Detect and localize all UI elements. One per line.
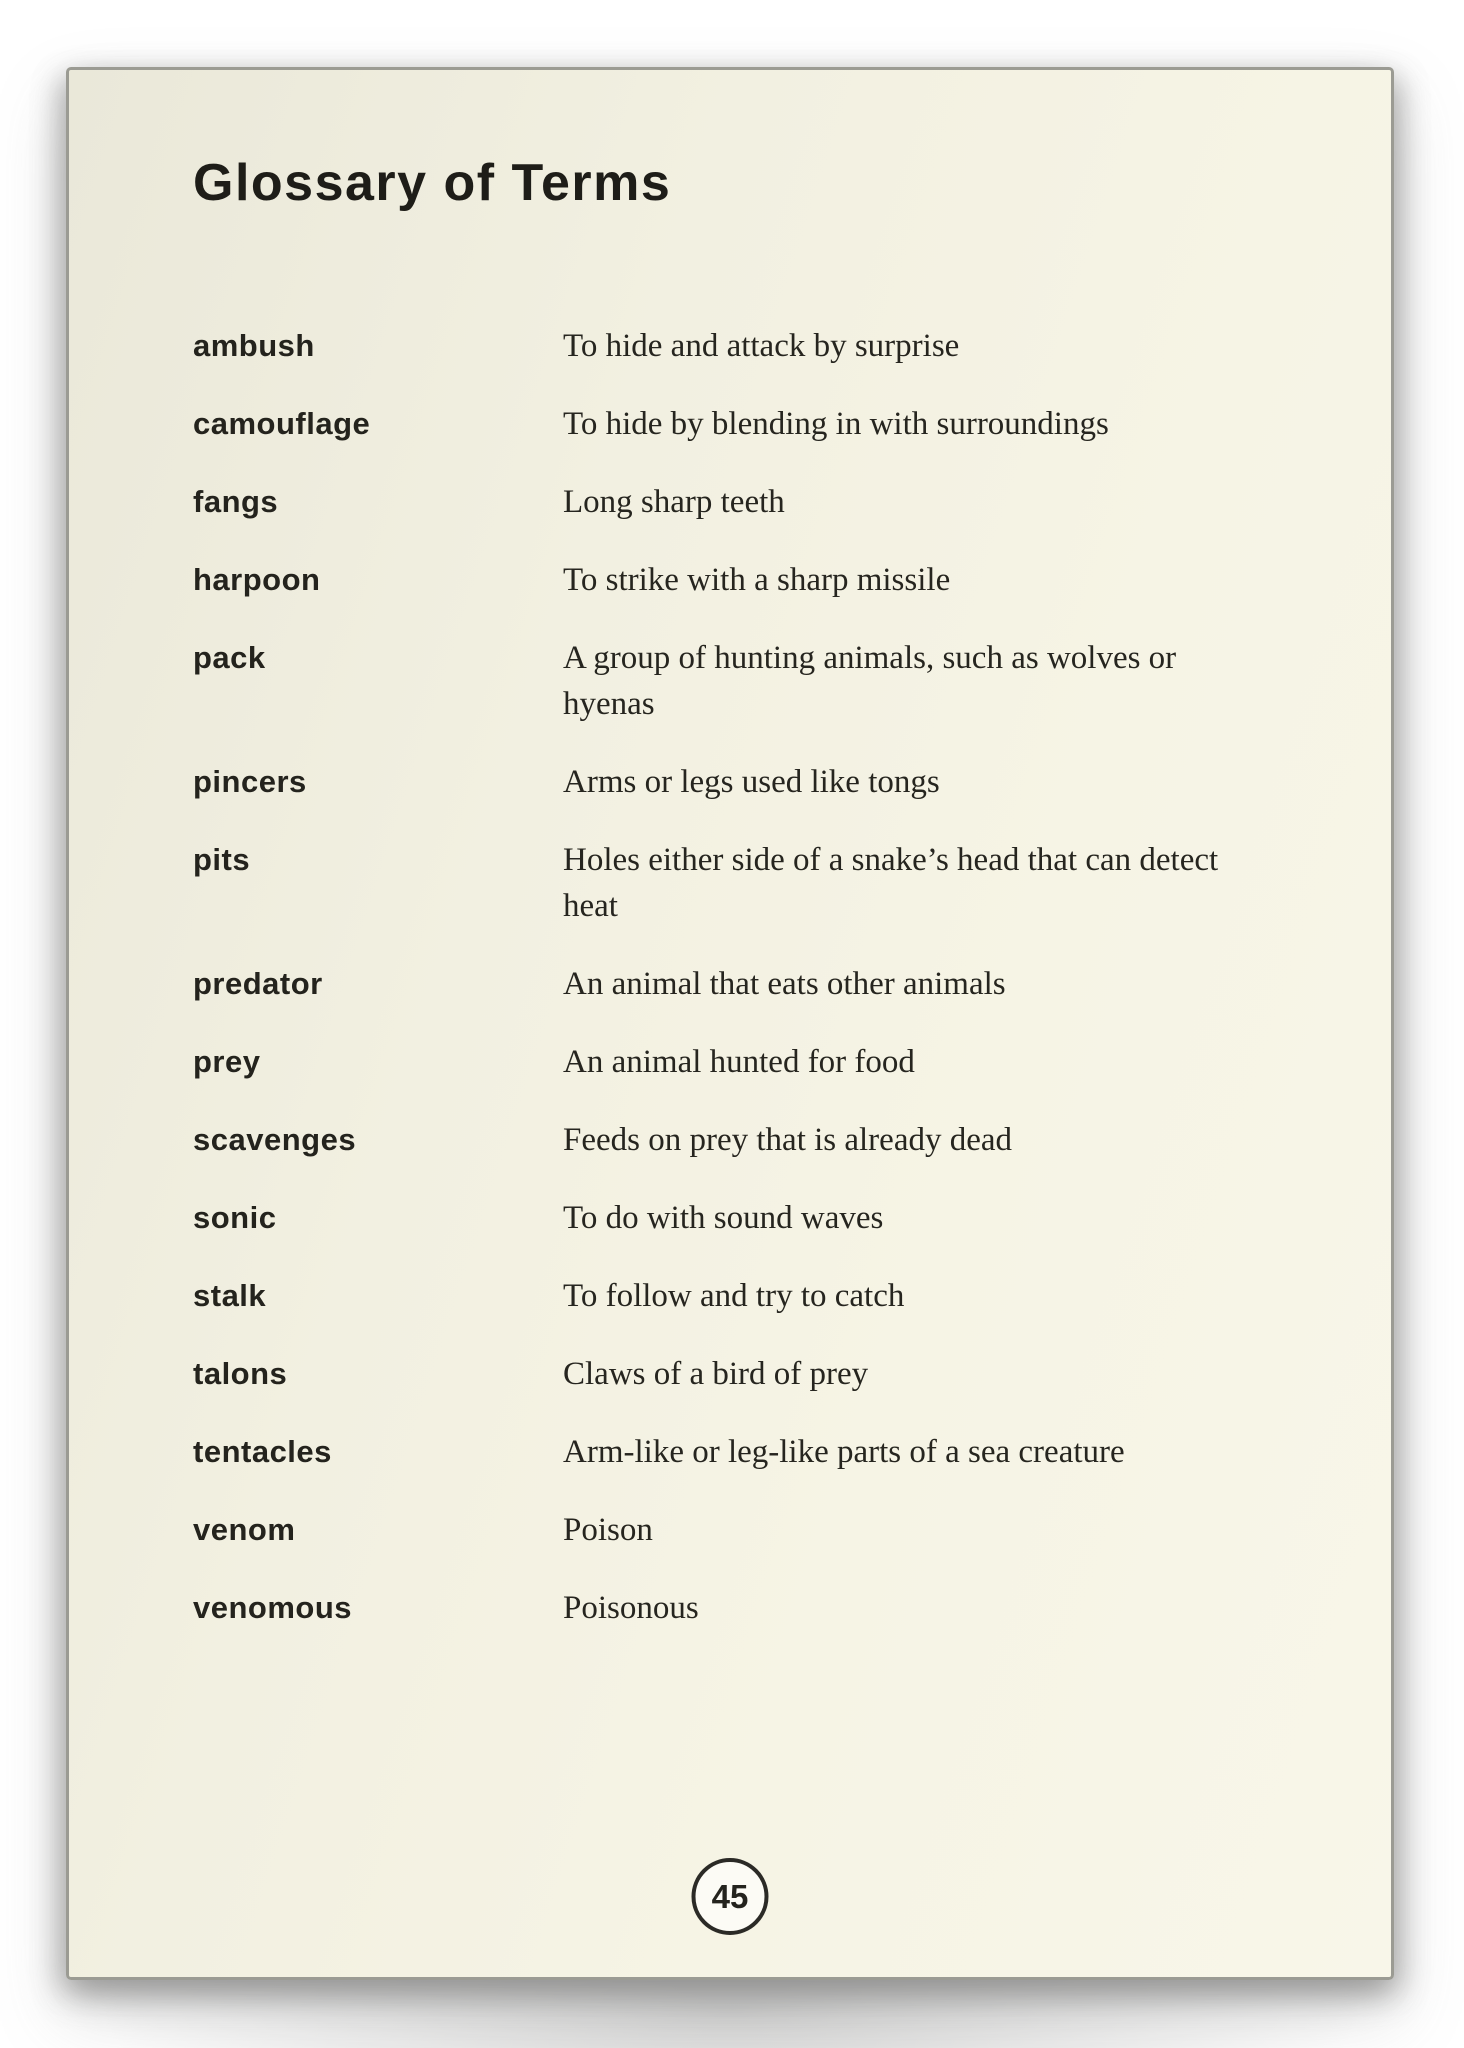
term-label: pincers (193, 764, 307, 799)
term-label: venom (193, 1512, 296, 1547)
definition-text: To hide and attack by surprise (563, 328, 960, 364)
term-label: camouflage (193, 406, 371, 441)
term-label: sonic (193, 1200, 277, 1235)
term-label: predator (193, 966, 323, 1001)
definition-text: Poison (563, 1512, 653, 1548)
glossary-row (193, 759, 1303, 805)
glossary-row (193, 1351, 1303, 1397)
definition-text: Long sharp teeth (563, 484, 785, 520)
definition-text: Holes either side of a snake’s head that can detect heat (563, 842, 1219, 924)
definition-text: Arm-like or leg-like parts of a sea creature (563, 1434, 1125, 1470)
glossary-page (66, 67, 1394, 1980)
glossary-list (193, 323, 1303, 1631)
definition-text: A group of hunting animals, such as wolves or hyenas (563, 640, 1177, 722)
definition-text: Arms or legs used like tongs (563, 764, 940, 800)
definition-text: To do with sound waves (563, 1200, 884, 1236)
term-label: pits (193, 842, 251, 877)
term-label: tentacles (193, 1434, 332, 1469)
glossary-row (193, 1117, 1303, 1163)
term-label: prey (193, 1044, 261, 1079)
glossary-row (193, 1195, 1303, 1241)
term-label: stalk (193, 1278, 267, 1313)
glossary-row (193, 557, 1303, 603)
glossary-row (193, 401, 1303, 447)
term-label: scavenges (193, 1122, 357, 1157)
term-label: ambush (193, 328, 315, 363)
glossary-row (193, 1429, 1303, 1475)
page-number-badge (692, 1858, 769, 1935)
term-label: talons (193, 1356, 288, 1391)
glossary-row (193, 837, 1303, 929)
definition-text: Poisonous (563, 1590, 699, 1626)
glossary-row (193, 1507, 1303, 1553)
page-number: 45 (711, 1877, 749, 1915)
definition-text: To follow and try to catch (563, 1278, 905, 1314)
term-label: venomous (193, 1590, 353, 1625)
definition-text: An animal that eats other animals (563, 966, 1006, 1002)
term-label: fangs (193, 484, 279, 519)
page-title: Glossary of Terms (193, 154, 672, 212)
glossary-row (193, 479, 1303, 525)
glossary-row (193, 961, 1303, 1007)
glossary-row (193, 635, 1303, 727)
definition-text: To hide by blending in with surroundings (563, 406, 1109, 442)
glossary-row (193, 1273, 1303, 1319)
term-label: harpoon (193, 562, 321, 597)
definition-text: Claws of a bird of prey (563, 1356, 869, 1392)
glossary-row (193, 323, 1303, 369)
glossary-row (193, 1585, 1303, 1631)
definition-text: To strike with a sharp missile (563, 562, 951, 598)
term-label: pack (193, 640, 266, 675)
glossary-row (193, 1039, 1303, 1085)
definition-text: Feeds on prey that is already dead (563, 1122, 1013, 1158)
definition-text: An animal hunted for food (563, 1044, 915, 1080)
